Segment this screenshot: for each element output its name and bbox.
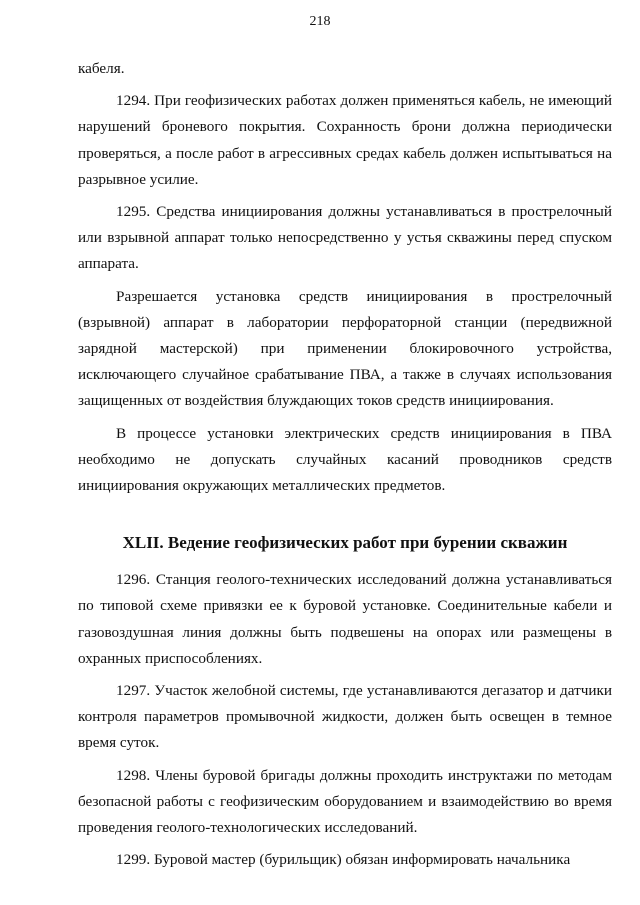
- paragraph-continuation: кабеля.: [78, 60, 125, 77]
- paragraph-1299: 1299. Буровой мастер (бурильщик) обязан информировать начальника: [116, 851, 571, 869]
- paragraph-1298: 1298. Члены буровой бригады должны проходить инструктажи по методам безопасной работы с геофизическим оборудованием и взаимодействию во время проведения геолого-технологических исследований.: [78, 766, 612, 837]
- paragraph-1294: 1294. При геофизических работах должен применяться кабель, не имеющий нарушений броневого покрытия. Сохранность брони должна периодически проверяться, а после работ в агрессивных средах кабель должен испытываться на разрывное усилие.: [78, 92, 612, 188]
- paragraph-1295: 1295. Средства инициирования должны устанавливаться в прострелочный или взрывной аппарат только непосредственно у устья скважины перед спуском аппарата.: [78, 203, 612, 273]
- paragraph-1296: 1296. Станция геолого-технических исследований должна устанавливаться по типовой схеме привязки ее к буровой установке. Соединительные кабели и газовоздушная линия должны быть подвешены на опорах или размещены в охранных приспособлениях.: [78, 571, 612, 667]
- section-heading: XLII. Ведение геофизических работ при бурении скважин: [122, 533, 568, 553]
- paragraph-1297: 1297. Участок желобной системы, где устанавливаются дегазатор и датчики контроля параметров промывочной жидкости, должен быть освещен в темное время суток.: [78, 682, 612, 752]
- page-number: 218: [309, 14, 331, 29]
- document-body: [78, 56, 612, 873]
- paragraph-installation: В процессе установки электрических средств инициирования в ПВА необходимо не допускать случайных касаний проводников средств инициирования окружающих металлических предметов.: [78, 424, 612, 495]
- paragraph-permission: Разрешается установка средств инициирования в прострелочный (взрывной) аппарат в лаборатории перфораторной станции (передвижной зарядной мастерской) при применении блокировочного устройства, исключающего случайное срабатывание ПВА, а также в случаях использования защищенных от воздействия блуждающих токов средств инициирования.: [78, 287, 612, 410]
